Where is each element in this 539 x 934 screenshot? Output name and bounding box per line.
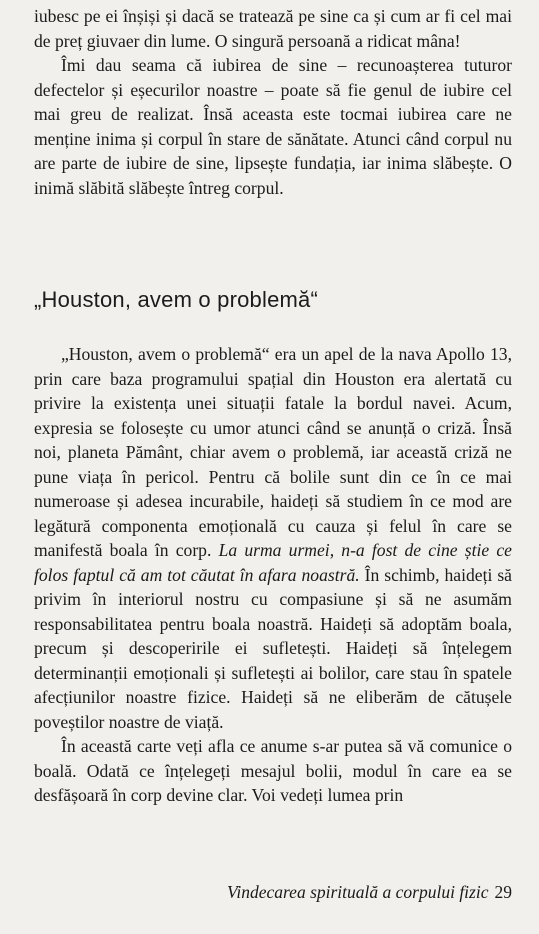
footer-book-title: Vindecarea spirituală a corpului fizic (226, 882, 489, 902)
running-footer (227, 882, 512, 903)
opening-text (34, 4, 512, 200)
paragraph-book-intro: În această carte veți afla ce anume s-ar putea să vă comunice o boală. Odată ce înțelegeți mesajul bolii, modul în care ea se desfășoară în corp devine clar. Voi vedeți lumea prin (34, 736, 512, 805)
paragraph-continuation: iubesc pe ei înșiși și dacă se tratează pe sine ca și cum ar fi cel mai de preț giuvaer din lume. O singură persoană a ridicat mâna! (34, 6, 512, 51)
paragraph-houston (34, 342, 512, 734)
italic-phrase: La urma urmei, n-a fost de cine știe ce folos faptul că am tot căutat în afara noastră. (34, 540, 512, 585)
paragraph-text-start: „Houston, avem o problemă“ era un apel de la nava Apollo 13, prin care baza programului spațial din Houston era alertată cu privire la existența unei situații fatale la bordul navei. Acum, expresia se folosește cu umor atunci când se anunță o criză. Însă noi, planeta Pământ, chiar avem o problemă, iar această criză ne pune viața în pericol. Pentru că bolile sunt din ce în ce mai numeroase și adesea incurabile, haideți să studiem în ce mod are legătură componenta emoțională cu cauza și felul în care se manifestă boala în corp. (34, 344, 512, 560)
paragraph-self-love: Îmi dau seama că iubirea de sine – recunoașterea tuturor defectelor și eșecurilor noastre – poate să fie genul de iubire cel mai greu de realizat. Însă aceasta este tocmai iubirea care ne menține inima și corpul în stare de sănătate. Atunci când corpul nu are parte de iubire de sine, lipsește fundația, iar inima slăbește. O inimă slăbită slăbește întreg corpul. (34, 55, 512, 198)
section-body (34, 342, 512, 808)
section-heading: „Houston, avem o problemă“ (34, 287, 318, 312)
page-number: 29 (494, 882, 512, 902)
paragraph-text-end: În schimb, haideți să privim în interiorul nostru cu compasiune și să ne asumăm responsabilitatea pentru boala noastră. Haideți să adoptăm boala, precum și descoperirile ei sufletești. Haideți să înțelegem determinanții emoționali și sufletești ai bolilor, care stau în spatele afecțiunilor noastre fizice. Haideți să ne eliberăm de cătușele poveștilor noastre de viață. (34, 564, 512, 732)
